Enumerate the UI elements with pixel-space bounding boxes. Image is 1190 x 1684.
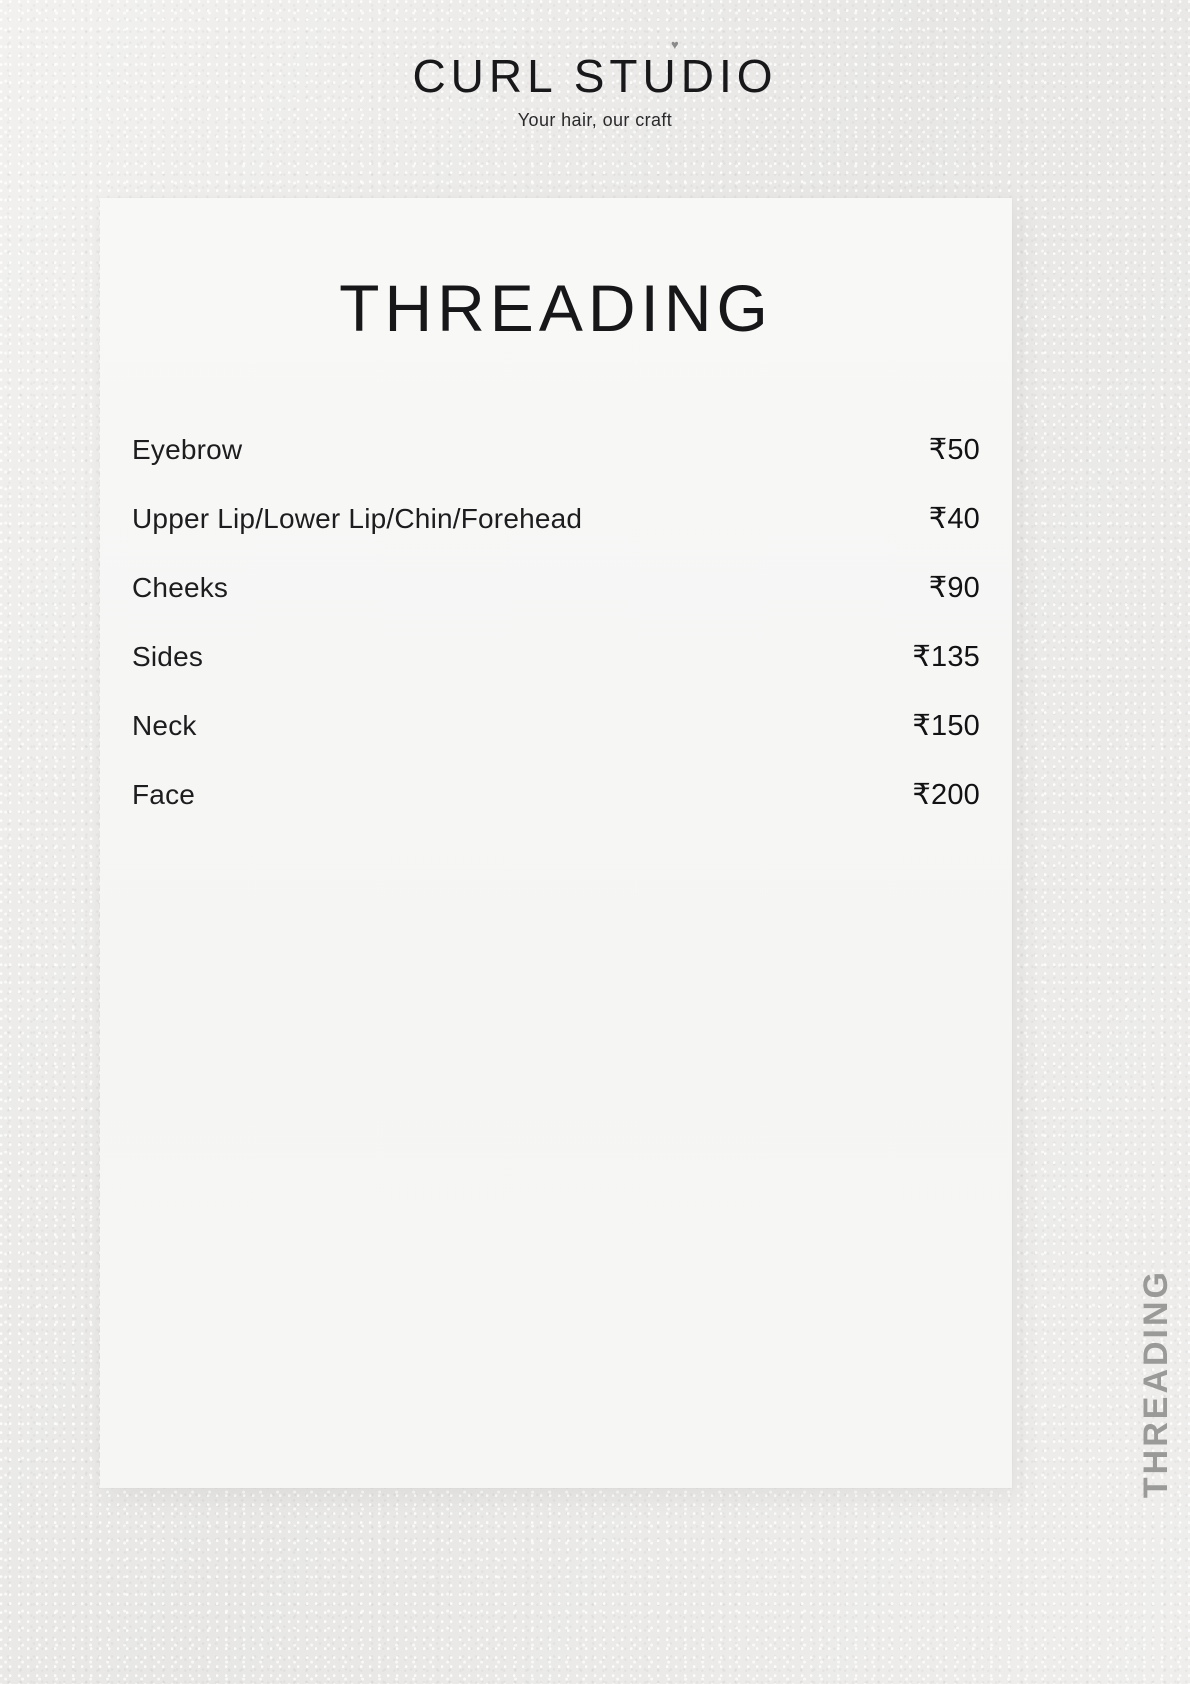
service-price: ₹135: [912, 641, 980, 673]
service-name: Upper Lip/Lower Lip/Chin/Forehead: [132, 503, 583, 534]
brand-name-text: CURL STUDIO: [412, 50, 778, 102]
service-price: ₹50: [928, 434, 980, 466]
heart-icon: ♥: [671, 37, 684, 52]
service-price-list: [132, 432, 980, 812]
menu-card: [100, 198, 1012, 1488]
service-name: Eyebrow: [132, 434, 243, 465]
service-name: Sides: [132, 641, 204, 672]
list-item: [132, 501, 980, 570]
list-item: [132, 432, 980, 501]
side-section-label: THREADING: [1137, 1268, 1175, 1498]
list-item: [132, 708, 980, 777]
list-item: [132, 777, 980, 812]
service-price: ₹200: [912, 779, 980, 811]
brand-tagline: Your hair, our craft: [517, 110, 673, 131]
service-name: Neck: [132, 710, 197, 741]
service-price: ₹90: [928, 572, 980, 604]
brand-header: [0, 37, 1190, 131]
service-name: Cheeks: [132, 572, 229, 603]
brand-name: [0, 37, 1190, 102]
service-price: ₹150: [912, 710, 980, 742]
service-price: ₹40: [928, 503, 980, 535]
page-title: THREADING: [339, 271, 773, 345]
service-name: Face: [132, 779, 196, 810]
list-item: [132, 570, 980, 639]
list-item: [132, 639, 980, 708]
